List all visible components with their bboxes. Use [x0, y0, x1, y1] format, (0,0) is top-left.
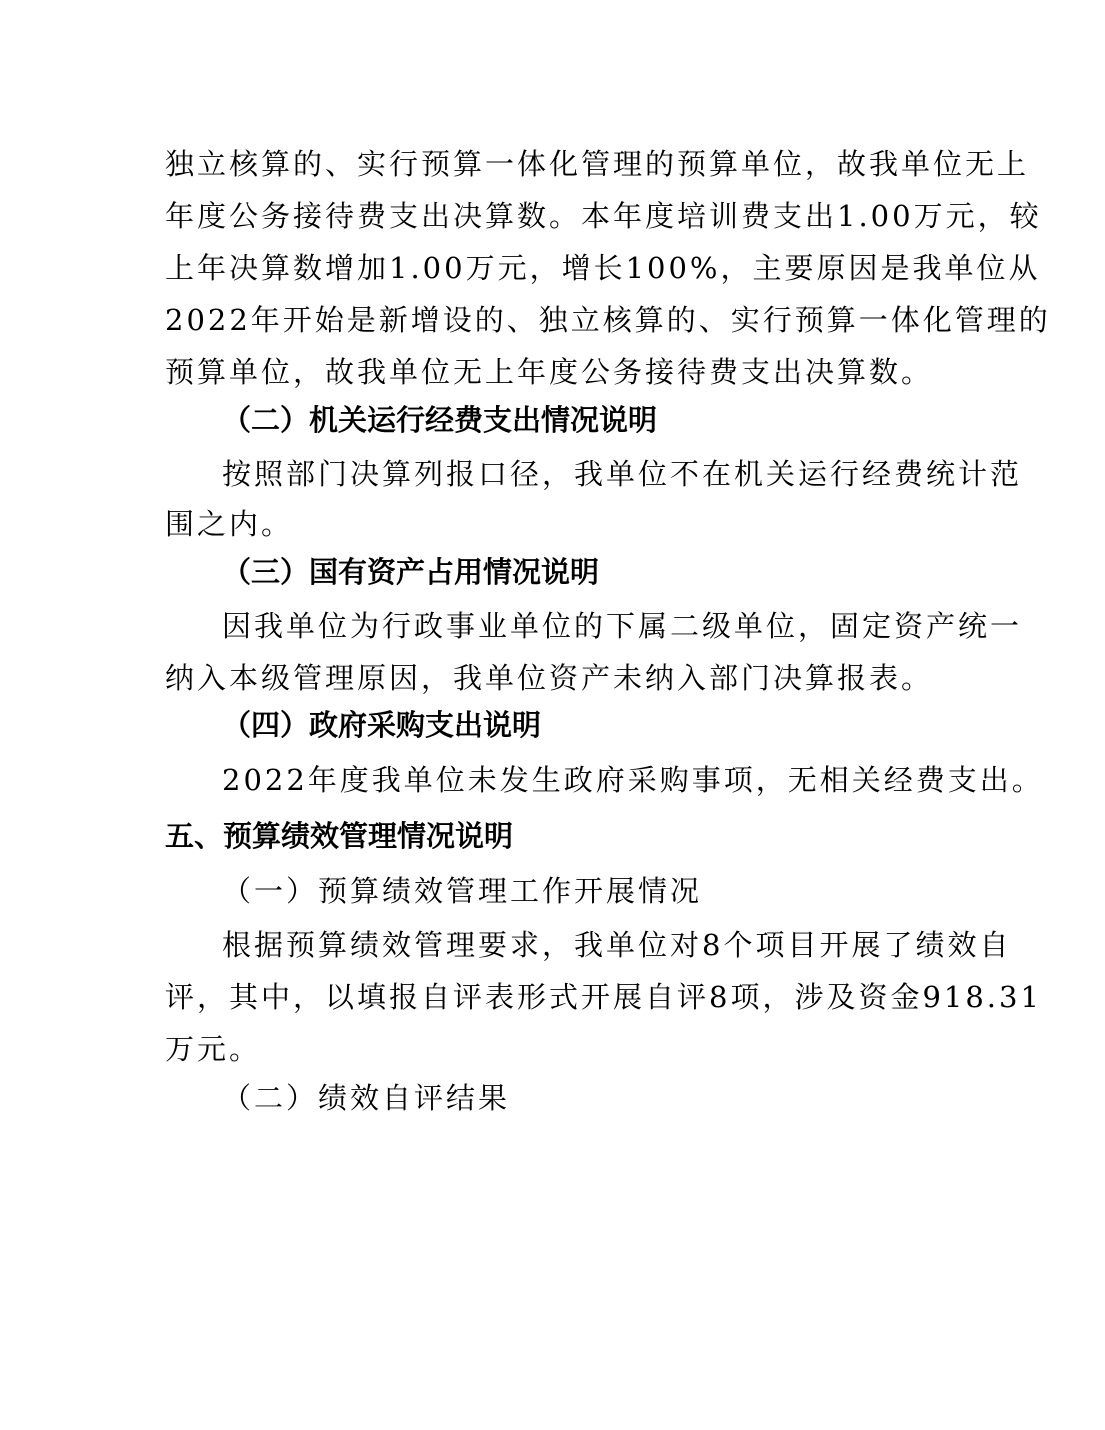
paragraph-line: 万元。 — [165, 1032, 262, 1066]
paragraph-line: 根据预算绩效管理要求，我单位对8个项目开展了绩效自 — [222, 928, 1012, 962]
chapter-heading: 五、预算绩效管理情况说明 — [165, 819, 514, 853]
paragraph-line: 2022年度我单位未发生政府采购事项，无相关经费支出。 — [222, 763, 1044, 797]
subsection-heading: （二）绩效自评结果 — [222, 1081, 511, 1115]
paragraph-line: 围之内。 — [165, 507, 294, 541]
subsection-heading: （一）预算绩效管理工作开展情况 — [222, 874, 703, 908]
paragraph-line: 按照部门决算列报口径，我单位不在机关运行经费统计范 — [222, 457, 1023, 491]
paragraph-line: 2022年开始是新增设的、独立核算的、实行预算一体化管理的 — [165, 303, 1051, 337]
paragraph-line: 年度公务接待费支出决算数。本年度培训费支出1.00万元，较 — [165, 199, 1042, 233]
paragraph-line: 纳入本级管理原因，我单位资产未纳入部门决算报表。 — [165, 661, 934, 695]
paragraph-line: 因我单位为行政事业单位的下属二级单位，固定资产统一 — [222, 609, 1023, 643]
section-heading: （二）机关运行经费支出情况说明 — [222, 403, 658, 437]
paragraph-line: 预算单位，故我单位无上年度公务接待费支出决算数。 — [165, 355, 934, 389]
paragraph-line: 独立核算的、实行预算一体化管理的预算单位，故我单位无上 — [165, 147, 1030, 181]
section-heading: （三）国有资产占用情况说明 — [222, 555, 600, 589]
paragraph-line: 评，其中，以填报自评表形式开展自评8项，涉及资金918.31 — [165, 980, 1042, 1014]
section-heading: （四）政府采购支出说明 — [222, 708, 542, 742]
paragraph-line: 上年决算数增加1.00万元，增长100%，主要原因是我单位从 — [165, 251, 1041, 285]
